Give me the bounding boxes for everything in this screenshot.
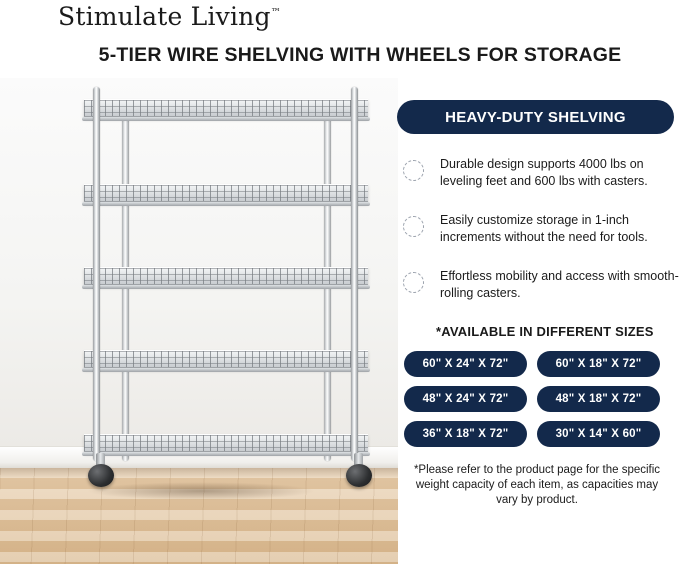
list-item <box>400 212 679 246</box>
shelf-tier-4 <box>76 348 376 370</box>
size-option: 36" X 18" X 72" <box>404 421 527 447</box>
disclaimer-text: *Please refer to the product page for the specific weight capacity of each item, as capacities may vary by product. <box>413 464 661 506</box>
status-badge: HEAVY-DUTY SHELVING <box>397 100 674 134</box>
feature-text: Durable design supports 4000 lbs on leveling feet and 600 lbs with casters. <box>440 157 648 188</box>
size-options <box>404 351 672 447</box>
wire-shelving-unit <box>76 87 376 507</box>
list-item <box>400 268 679 302</box>
size-option: 48" X 18" X 72" <box>537 386 660 412</box>
shelf-post-front-left <box>93 87 100 461</box>
caster-wheel-right <box>346 453 372 487</box>
caster-wheel-left <box>88 453 114 487</box>
size-option: 60" X 24" X 72" <box>404 351 527 377</box>
bullet-circle-icon <box>403 216 424 237</box>
shelf-tier-2 <box>76 182 376 204</box>
page-title: 5-TIER WIRE SHELVING WITH WHEELS FOR STORAGE <box>98 44 622 66</box>
shelf-tier-1 <box>76 97 376 119</box>
product-photo <box>0 78 398 564</box>
shelf-post-front-right <box>351 87 358 461</box>
size-option: 30" X 14" X 60" <box>537 421 660 447</box>
bullet-circle-icon <box>403 272 424 293</box>
shelf-tier-5 <box>76 432 376 454</box>
shelf-tier-3 <box>76 265 376 287</box>
brand-name: Stimulate Living <box>58 2 271 31</box>
feature-text: Easily customize storage in 1-inch increments without the need for tools. <box>440 213 648 244</box>
feature-text: Effortless mobility and access with smooth-rolling casters. <box>440 269 679 300</box>
info-column <box>392 100 679 508</box>
size-option: 48" X 24" X 72" <box>404 386 527 412</box>
trademark-symbol: ™ <box>270 7 281 19</box>
bullet-circle-icon <box>403 160 424 181</box>
list-item <box>400 156 679 190</box>
brand-wordmark <box>58 2 281 31</box>
size-option: 60" X 18" X 72" <box>537 351 660 377</box>
sizes-heading: *AVAILABLE IN DIFFERENT SIZES <box>436 324 654 339</box>
feature-list <box>392 156 679 302</box>
